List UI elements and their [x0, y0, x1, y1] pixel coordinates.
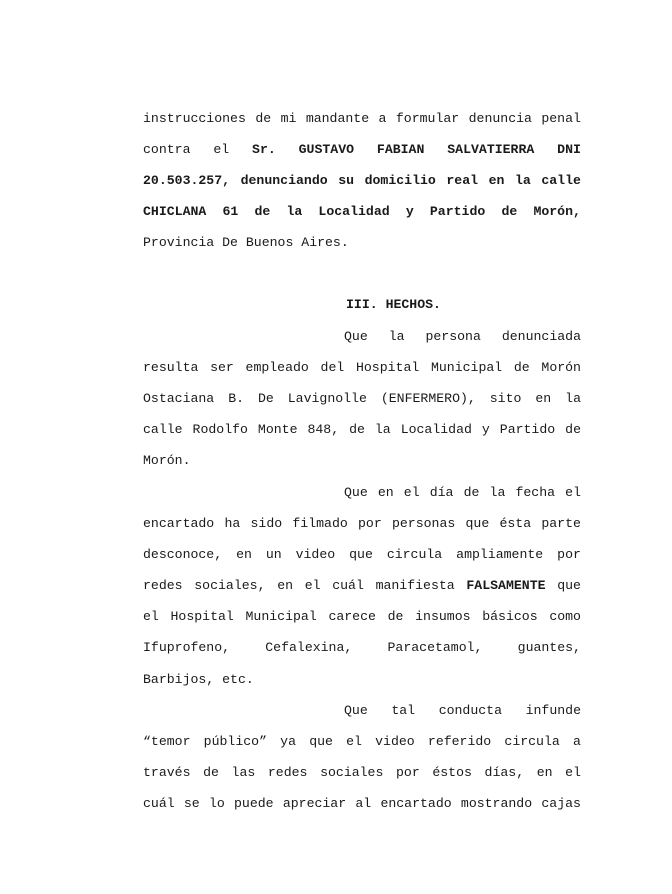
- word: B.: [228, 391, 245, 406]
- word: la: [514, 173, 531, 188]
- word: la: [565, 391, 581, 406]
- word: sido: [250, 516, 283, 531]
- word: el: [565, 765, 581, 780]
- word: día: [429, 485, 454, 500]
- word: SALVATIERRA: [447, 142, 535, 157]
- word: ampliamente: [456, 547, 544, 562]
- word: la: [286, 204, 303, 219]
- word: por: [396, 765, 420, 780]
- word: y: [481, 422, 490, 437]
- word: cuál: [143, 796, 175, 811]
- word: mi: [280, 111, 297, 126]
- text-line-9: [143, 420, 581, 440]
- word: ha: [224, 516, 241, 531]
- text-line-12: [143, 514, 581, 534]
- word: sociales,: [194, 578, 266, 593]
- word: FABIAN: [376, 142, 425, 157]
- word: el: [346, 734, 362, 749]
- word: que: [309, 734, 333, 749]
- word: video: [295, 547, 336, 562]
- word: su: [338, 173, 355, 188]
- word: Cefalexina,: [265, 640, 353, 655]
- text-line-19: [143, 732, 581, 752]
- word: “temor: [143, 734, 191, 749]
- word: el: [403, 485, 420, 500]
- word: resulta: [143, 360, 199, 375]
- word: referido: [427, 734, 492, 749]
- word: circula: [386, 547, 443, 562]
- word: persona: [425, 329, 481, 344]
- section-heading: III. HECHOS.: [346, 297, 441, 312]
- word: desconoce,: [143, 547, 223, 562]
- word: Monte: [257, 422, 298, 437]
- word: denuncia: [468, 111, 532, 126]
- word: Rodolfo: [192, 422, 248, 437]
- word: encartado: [143, 516, 215, 531]
- word: de: [349, 422, 365, 437]
- word: CHICLANA: [143, 204, 207, 219]
- text-line-10: Morón.: [143, 453, 191, 468]
- word: guantes,: [517, 640, 581, 655]
- word: el: [143, 609, 159, 624]
- word: a: [573, 734, 581, 749]
- word: Hospital: [355, 360, 420, 375]
- text-line-14: [143, 576, 581, 596]
- word: que: [465, 516, 490, 531]
- word: Paracetamol,: [387, 640, 483, 655]
- word: Lavignolle: [287, 391, 367, 406]
- text-line-5: Provincia De Buenos Aires.: [143, 235, 349, 250]
- word: redes: [143, 578, 183, 593]
- word: mandante: [305, 111, 370, 126]
- word: Municipal: [430, 360, 503, 375]
- word: de: [565, 422, 581, 437]
- word: Que: [344, 485, 368, 500]
- word: 20.503.257,: [143, 173, 231, 188]
- word: éstos: [432, 765, 472, 780]
- text-line-3: [143, 171, 581, 191]
- word: público”: [203, 734, 267, 749]
- word: en: [535, 391, 552, 406]
- word: Ifuprofeno,: [143, 640, 231, 655]
- text-line-20: [143, 763, 581, 783]
- word: infunde: [525, 703, 581, 718]
- text-line-15: [143, 607, 581, 627]
- word: 848,: [307, 422, 340, 437]
- word: sociales: [320, 765, 384, 780]
- word: de: [203, 765, 219, 780]
- text-line-7: [143, 358, 581, 378]
- word: a: [378, 111, 387, 126]
- word: de: [254, 204, 271, 219]
- word: el: [304, 578, 321, 593]
- word: empleado: [245, 360, 309, 375]
- word: redes: [267, 765, 308, 780]
- word: de: [501, 204, 518, 219]
- word: Morón,: [533, 204, 581, 219]
- word: contra: [143, 142, 191, 157]
- word: ésta: [499, 516, 532, 531]
- word: Ostaciana: [143, 391, 215, 406]
- word: denunciada: [501, 329, 581, 344]
- word: Que: [344, 329, 368, 344]
- text-line-21: [143, 794, 581, 814]
- word: cajas: [541, 796, 581, 811]
- word: la: [374, 422, 391, 437]
- word: por: [557, 547, 581, 562]
- word: DNI: [557, 142, 581, 157]
- word: domicilio: [364, 173, 436, 188]
- word: FALSAMENTE: [466, 578, 546, 593]
- word: (ENFERMERO),: [380, 391, 476, 406]
- word: ya: [280, 734, 296, 749]
- word: real: [446, 173, 479, 188]
- word: encartado: [380, 796, 452, 811]
- text-line-6: [344, 327, 581, 347]
- word: Sr.: [252, 142, 276, 157]
- word: lo: [208, 796, 225, 811]
- word: fecha: [515, 485, 556, 500]
- word: circula: [504, 734, 560, 749]
- word: personas: [391, 516, 456, 531]
- word: penal: [541, 111, 581, 126]
- word: 61: [222, 204, 239, 219]
- word: un: [265, 547, 282, 562]
- word: mostrando: [460, 796, 533, 811]
- word: que: [349, 547, 373, 562]
- word: como: [549, 609, 581, 624]
- word: parte: [541, 516, 581, 531]
- word: calle: [143, 422, 183, 437]
- word: de: [255, 111, 272, 126]
- word: Localidad: [400, 422, 472, 437]
- word: la: [489, 485, 506, 500]
- word: Que: [344, 703, 368, 718]
- word: conducta: [438, 703, 502, 718]
- word: formular: [395, 111, 460, 126]
- text-line-13: [143, 545, 581, 565]
- text-line-17: Barbijos, etc.: [143, 672, 254, 687]
- word: cuál: [332, 578, 364, 593]
- word: de: [513, 360, 530, 375]
- word: Hospital: [170, 609, 234, 624]
- word: la: [388, 329, 405, 344]
- text-line-8: [143, 389, 581, 409]
- word: en: [488, 173, 505, 188]
- word: filmado: [292, 516, 348, 531]
- word: en: [377, 485, 394, 500]
- word: de: [463, 485, 480, 500]
- word: carece: [328, 609, 376, 624]
- word: el: [565, 485, 581, 500]
- word: días,: [484, 765, 525, 780]
- text-line-16: [143, 638, 581, 658]
- word: apreciar: [282, 796, 347, 811]
- word: por: [358, 516, 382, 531]
- word: básicos: [482, 609, 538, 624]
- word: video: [375, 734, 415, 749]
- word: en: [236, 547, 252, 562]
- word: manifiesta: [375, 578, 455, 593]
- text-line-2: [143, 140, 581, 160]
- text-line-11: [344, 483, 581, 503]
- word: Municipal: [245, 609, 317, 624]
- word: GUSTAVO: [298, 142, 355, 157]
- text-line-4: [143, 202, 581, 222]
- word: Partido: [429, 204, 486, 219]
- text-line-1: [143, 109, 581, 129]
- word: De: [257, 391, 274, 406]
- word: el: [213, 142, 230, 157]
- word: en: [277, 578, 294, 593]
- word: denunciando: [240, 173, 328, 188]
- word: sito: [489, 391, 522, 406]
- word: ser: [210, 360, 234, 375]
- word: insumos: [415, 609, 471, 624]
- word: Partido: [499, 422, 556, 437]
- word: de: [387, 609, 404, 624]
- word: del: [320, 360, 345, 375]
- word: las: [231, 765, 256, 780]
- word: puede: [234, 796, 274, 811]
- word: al: [355, 796, 372, 811]
- word: tal: [391, 703, 416, 718]
- word: instrucciones: [143, 111, 246, 126]
- text-line-18: [344, 701, 581, 721]
- word: en: [536, 765, 553, 780]
- word: través: [143, 765, 191, 780]
- word: Morón: [541, 360, 581, 375]
- word: Localidad: [318, 204, 390, 219]
- word: se: [183, 796, 200, 811]
- word: que: [557, 578, 581, 593]
- word: calle: [541, 173, 581, 188]
- word: y: [405, 204, 414, 219]
